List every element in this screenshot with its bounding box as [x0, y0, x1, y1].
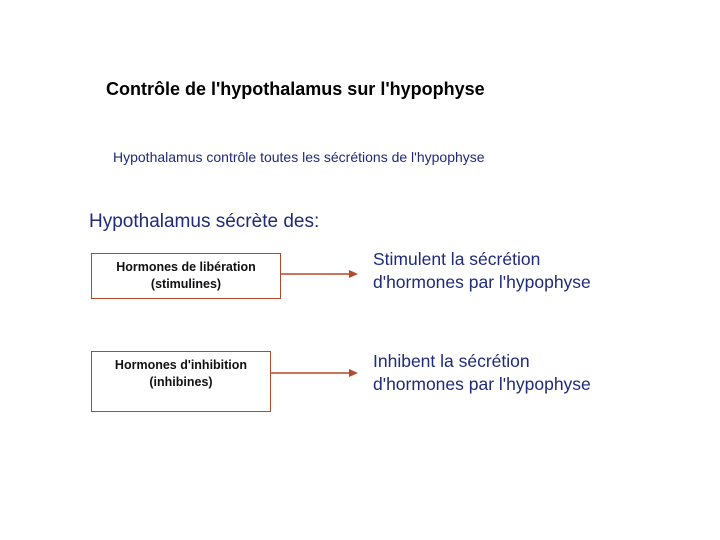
inhibiting-hormones-label: Hormones d'inhibition [114, 358, 248, 372]
releasing-hormones-label: Hormones de libération [116, 260, 256, 274]
stimulate-effect-line2: d'hormones par l'hypophyse [373, 272, 591, 292]
arrow-right-icon [271, 367, 359, 379]
inhibit-effect-text [373, 350, 591, 396]
inhibiting-hormones-sublabel: (inhibines) [149, 375, 213, 389]
inhibiting-hormones-box [91, 351, 271, 412]
slide-subtitle: Hypothalamus contrôle toutes les sécrétions de l'hypophyse [113, 149, 485, 165]
section-heading: Hypothalamus sécrète des: [89, 211, 320, 232]
stimulate-effect-line1: Stimulent la sécrétion [373, 249, 541, 269]
inhibit-effect-line2: d'hormones par l'hypophyse [373, 374, 591, 394]
releasing-hormones-box [91, 253, 281, 299]
arrow-right-icon [281, 268, 359, 280]
inhibit-effect-line1: Inhibent la sécrétion [373, 351, 530, 371]
releasing-hormones-sublabel: (stimulines) [150, 277, 222, 291]
stimulate-effect-text [373, 248, 591, 294]
slide-title: Contrôle de l'hypothalamus sur l'hypophyse [106, 79, 485, 99]
